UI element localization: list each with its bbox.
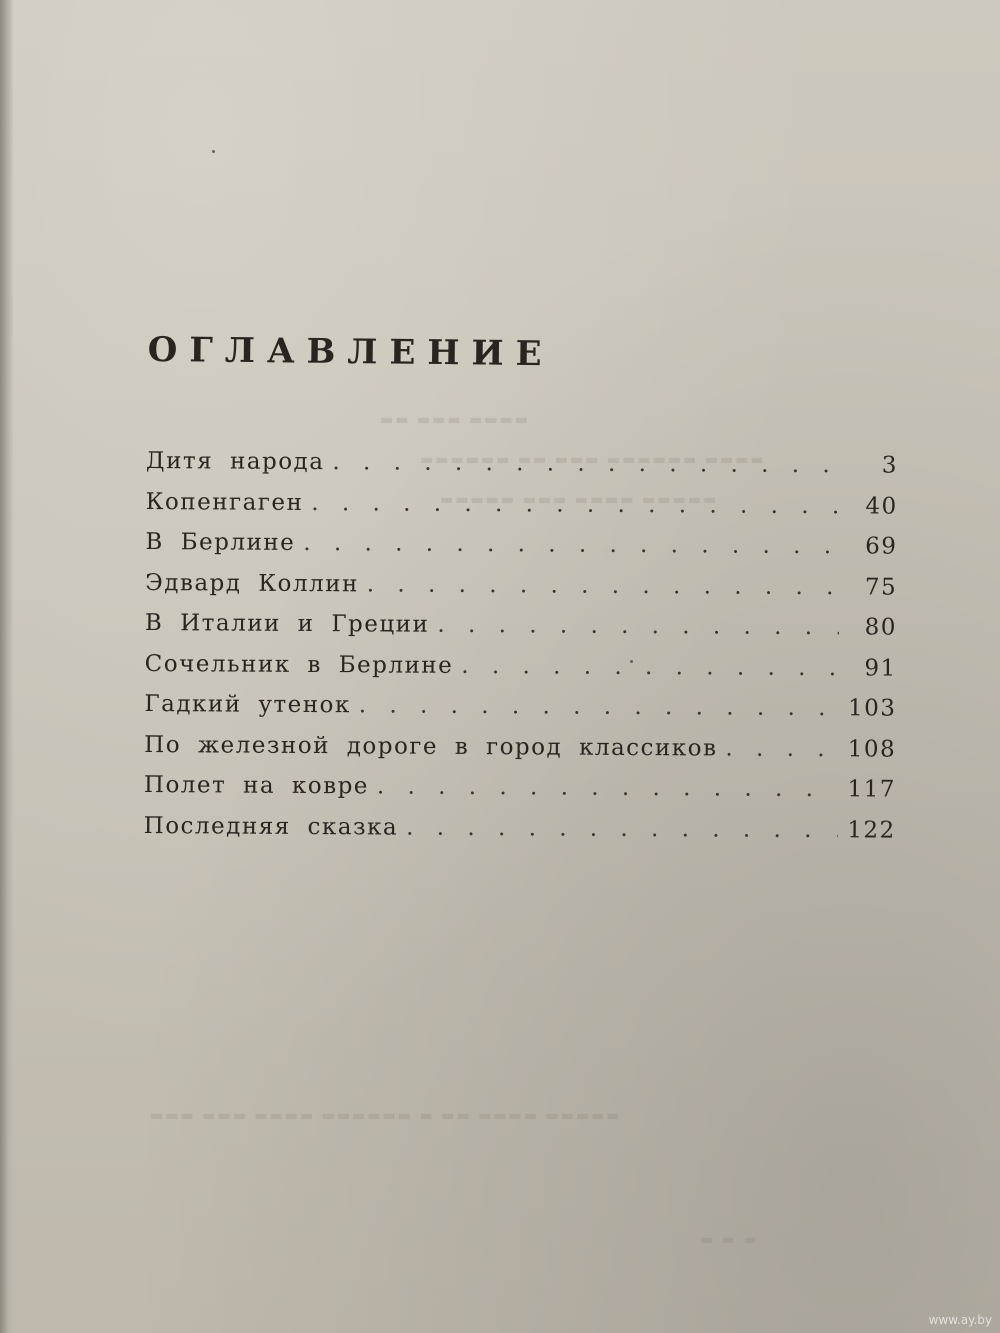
bleed-through-text: ▬▬▬▬▬ ▬▬▬ ▬▬▬▬ ▬▬▬▬▬ xyxy=(440,492,719,508)
toc-entry-page: 103 xyxy=(847,695,897,722)
bleed-through-text: ▬▬▬▬▬▬ ▬▬ ▬▬▬ ▬▬▬▬▬▬ ▬▬▬▬ xyxy=(420,452,766,468)
toc-leader-dots xyxy=(359,692,839,721)
toc-entry-page: 122 xyxy=(847,816,896,844)
toc-entry xyxy=(144,691,896,736)
toc-entry-title: Сочельник в Берлине xyxy=(144,650,454,679)
toc-leader-dots xyxy=(377,773,838,802)
toc-entry-page: 80 xyxy=(864,614,897,641)
toc-entry xyxy=(144,812,896,857)
page-edge-shadow xyxy=(0,0,14,1333)
bleed-through-text: ▬▬▬ ▬▬▬ ▬▬▬▬ ▬▬▬▬▬▬ ▬ ▬▬ ▬▬▬▬ ▬▬▬▬▬ xyxy=(150,1108,622,1124)
toc-entry-title: Эдвард Коллин xyxy=(145,569,359,597)
toc-entry-title: Полет на ковре xyxy=(143,771,370,800)
toc-entry-title: В Италии и Греции xyxy=(144,609,430,638)
toc-entry-page: 40 xyxy=(865,492,898,520)
bleed-through-text: ▬▬ ▬▬▬ ▬▬▬▬ xyxy=(380,412,530,428)
toc-entry-page: 75 xyxy=(864,573,898,601)
toc-entry-title: Дитя народа xyxy=(145,448,325,476)
toc-leader-dots xyxy=(461,652,839,680)
toc-leader-dots xyxy=(406,814,838,843)
toc-entry-title: Последняя сказка xyxy=(143,812,399,841)
toc-entry xyxy=(145,610,897,655)
toc-entry-page: 69 xyxy=(865,533,898,560)
toc-entry-title: Копенгаген xyxy=(145,488,304,516)
toc-leader-dots xyxy=(303,530,839,559)
paper-speck xyxy=(212,150,215,153)
toc-entry xyxy=(146,488,898,533)
table-of-contents xyxy=(144,448,898,858)
toc-entry xyxy=(145,650,897,695)
toc-entry xyxy=(144,731,896,776)
toc-entry-page: 3 xyxy=(881,452,898,479)
toc-entry xyxy=(144,772,896,817)
toc-leader-dots xyxy=(725,735,838,762)
toc-entry-page: 108 xyxy=(847,735,897,763)
table-of-contents-heading: ОГЛАВЛЕНИЕ xyxy=(147,330,554,375)
toc-leader-dots xyxy=(367,571,839,600)
toc-entry xyxy=(145,569,897,614)
toc-entry-page: 117 xyxy=(847,776,897,803)
toc-leader-dots xyxy=(437,612,839,640)
toc-entry-page: 91 xyxy=(864,654,897,682)
toc-entry-title: В Берлине xyxy=(145,528,296,556)
toc-entry xyxy=(145,529,897,574)
bleed-through-text: ▬ ▬ ▬ xyxy=(700,1232,759,1248)
site-watermark: www.ay.by xyxy=(928,1313,992,1327)
toc-entry xyxy=(146,448,898,493)
toc-leader-dots xyxy=(311,490,839,519)
toc-leader-dots xyxy=(332,449,840,478)
toc-entry-title: Гадкий утенок xyxy=(144,690,351,719)
toc-entry-title: По железной дороге в город классиков xyxy=(144,731,718,761)
